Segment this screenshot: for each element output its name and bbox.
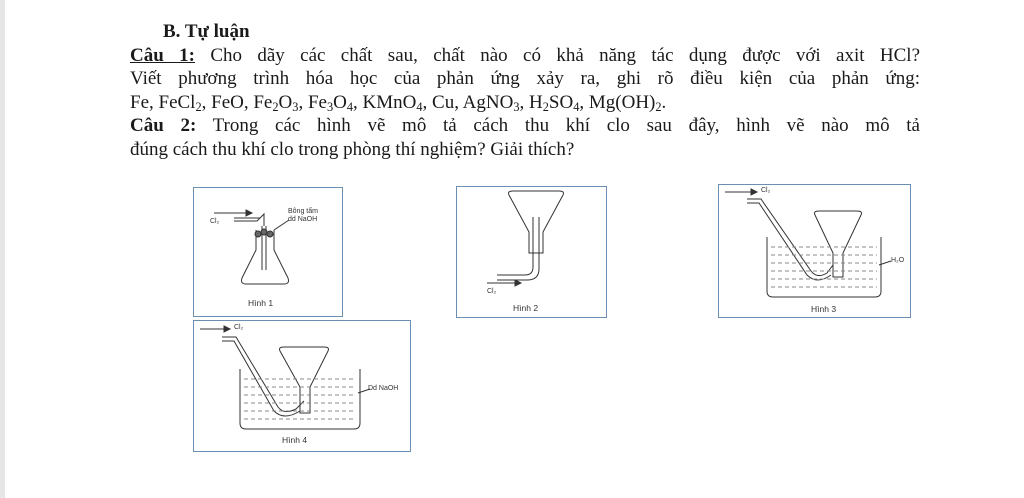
figure-3 [718, 184, 911, 318]
figure-4 [193, 320, 411, 452]
figure-2-drawing [457, 187, 606, 317]
figure-1 [193, 187, 343, 317]
figure-3-caption: Hình 3 [811, 304, 837, 314]
figure-2-caption: Hình 2 [513, 303, 539, 313]
question-1-line-1 [130, 44, 920, 68]
question-2-label: Câu 2: [130, 115, 197, 136]
question-1-label: Câu 1: [130, 44, 195, 66]
figure-1-caption: Hình 1 [248, 298, 274, 308]
delivery-tube [234, 214, 264, 226]
page-left-edge [0, 0, 5, 498]
question-1-line-2: Viết phương trình hóa học của phản ứng xảy ra, ghi rõ điều kiện của phản ứng: [130, 68, 920, 89]
figure-3-liquid-label: H₂O [891, 257, 905, 264]
figure-4-gas-label: Cl₂ [234, 324, 244, 331]
question-1-text-1: Cho dãy các chất sau, chất nào có khả năng tác dụng được với axit HCl? [210, 44, 921, 66]
funnel [509, 191, 564, 253]
figure-4-liquid-label: Dd NaOH [368, 385, 399, 392]
figure-1-note-1: Bông tẩm [288, 208, 318, 215]
question-2-line-2: đúng cách thu khí clo trong phòng thí nghiệm? Giải thích? [130, 138, 575, 160]
substance-list: Fe, FeCl$_2$, FeO, $Fe_2O_3$, $Fe_3O_4$, KMnO$_4$, Cu, AgNO$_3$, $H_2SO_4$, $Mg(OH)_2$. [130, 91, 667, 114]
figure-1-note-2: dd NaOH [288, 216, 318, 223]
delivery-tube [747, 199, 833, 276]
delivery-tube [222, 337, 304, 412]
funnel [815, 211, 862, 277]
question-2-text-1: Trong các hình vẽ mô tả cách thu khí clo sau đây, hình vẽ nào mô tả [212, 115, 920, 136]
figure-1-drawing [194, 188, 342, 316]
figure-1-gas-label: Cl₂ [210, 218, 220, 225]
figure-4-caption: Hình 4 [282, 435, 308, 445]
figure-3-drawing [719, 185, 910, 317]
figure-2-gas-label: Cl₂ [487, 288, 497, 295]
delivery-tube [497, 217, 533, 275]
document-body [130, 20, 920, 161]
figure-2 [456, 186, 607, 318]
question-2-line-1 [130, 114, 920, 138]
water-trough [767, 237, 881, 297]
figure-3-gas-label: Cl₂ [761, 187, 771, 194]
section-title: B. Tự luận [163, 21, 250, 42]
conical-flask [242, 230, 289, 284]
